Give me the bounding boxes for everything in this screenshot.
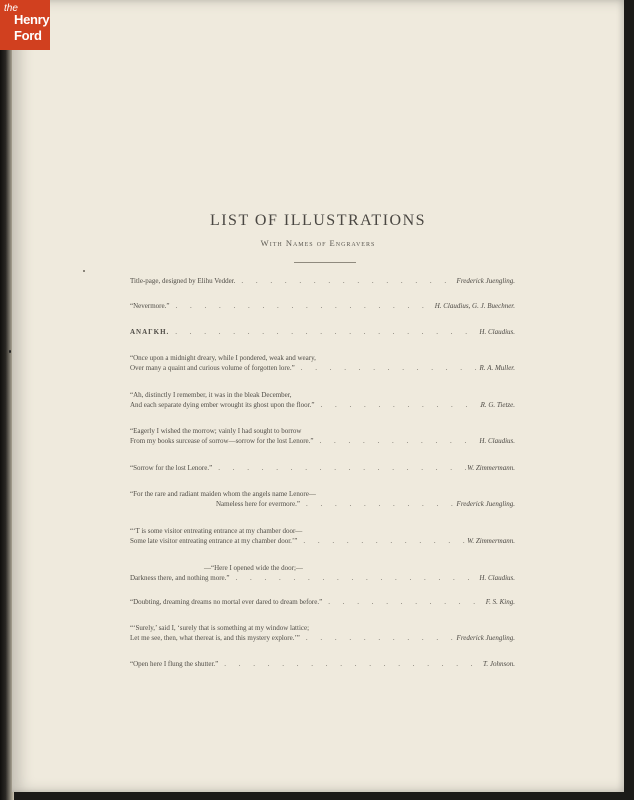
entry-text: “Doubting, dreaming dreams no mortal ever dared to dream before.” xyxy=(130,598,323,606)
engraver-name: W. Zimmermann. xyxy=(467,464,515,472)
engraver-name: H. Claudius. xyxy=(479,574,515,582)
engraver-name: H. Claudius. xyxy=(479,328,515,336)
engraver-name: R. A. Muller. xyxy=(479,364,515,372)
page-speck xyxy=(9,350,11,353)
illustration-entry xyxy=(130,463,515,473)
engraver-name: H. Claudius, G. J. Buechner. xyxy=(434,302,515,310)
illustration-entry xyxy=(130,526,515,546)
illustration-entry xyxy=(130,276,515,286)
leader-dots xyxy=(230,573,480,583)
illustration-entry xyxy=(130,659,515,669)
leader-dots xyxy=(218,659,483,669)
leader-dots xyxy=(169,327,479,337)
illustration-entry xyxy=(130,426,515,446)
entry-text: ANAΓKH. xyxy=(130,328,170,336)
leader-dots xyxy=(169,301,434,311)
entry-text: Darkness there, and nothing more.” xyxy=(130,574,230,582)
leader-dots xyxy=(314,400,480,410)
page-title: LIST OF ILLUSTRATIONS xyxy=(209,212,427,229)
engraver-name: R. G. Tietze. xyxy=(480,401,515,409)
engraver-name: W. Zimmermann. xyxy=(467,537,515,545)
entry-text: “Eagerly I wished the morrow; vainly I had sought to borrow xyxy=(130,427,302,435)
entry-text: “Sorrow for the lost Lenore.” xyxy=(130,464,213,472)
leader-dots xyxy=(295,363,480,373)
entry-text: From my books surcease of sorrow—sorrow for the lost Lenore.” xyxy=(130,437,314,445)
entry-text: Nameless here for evermore.” xyxy=(216,500,300,508)
engraver-name: Frederick Juengling. xyxy=(456,277,515,285)
engraver-name: Frederick Juengling. xyxy=(456,500,515,508)
illustration-entry xyxy=(130,597,515,607)
entry-text: “Ah, distinctly I remember, it was in the bleak December, xyxy=(130,391,292,399)
illustration-entry xyxy=(130,390,515,410)
leader-dots xyxy=(314,436,480,446)
illustration-entry xyxy=(130,327,515,337)
engraver-name: H. Claudius. xyxy=(479,437,515,445)
entry-text: —“Here I opened wide the door;— xyxy=(204,564,303,572)
illustration-entry xyxy=(130,353,515,373)
henry-ford-logo xyxy=(0,0,50,50)
illustration-entry xyxy=(130,489,515,509)
entry-text: “Once upon a midnight dreary, while I pondered, weak and weary, xyxy=(130,354,316,362)
leader-dots xyxy=(322,597,486,607)
title-divider xyxy=(294,262,356,263)
entry-text: “Open here I flung the shutter.” xyxy=(130,660,219,668)
entry-text: “‘T is some visitor entreating entrance at my chamber door— xyxy=(130,527,303,535)
engraver-name: Frederick Juengling. xyxy=(456,634,515,642)
illustration-entry xyxy=(130,301,515,311)
engraver-name: T. Johnson. xyxy=(483,660,515,668)
page-subtitle: With Names of Engravers xyxy=(260,238,376,248)
leader-dots xyxy=(235,276,456,286)
entry-text: “‘Surely,’ said I, ‘surely that is something at my window lattice; xyxy=(130,624,310,632)
leader-dots xyxy=(300,633,457,643)
leader-dots xyxy=(212,463,467,473)
logo-line-1: the xyxy=(4,3,18,14)
entry-text: “Nevermore.” xyxy=(130,302,170,310)
entry-text: And each separate dying ember wrought its ghost upon the floor.” xyxy=(130,401,315,409)
entry-text: “For the rare and radiant maiden whom the angels name Lenore— xyxy=(130,490,316,498)
entry-text: Over many a quaint and curious volume of forgotten lore.” xyxy=(130,364,295,372)
logo-line-3: Ford xyxy=(14,28,42,43)
leader-dots xyxy=(297,536,467,546)
logo-line-2: Henry xyxy=(14,12,50,27)
engraver-name: F. S. King. xyxy=(485,598,515,606)
entry-text: Some late visitor entreating entrance at my chamber door.’” xyxy=(130,537,298,545)
entry-text: Title-page, designed by Elihu Vedder. xyxy=(130,277,236,285)
page-speck xyxy=(83,270,85,272)
illustration-entry xyxy=(130,563,515,583)
leader-dots xyxy=(300,499,457,509)
entry-text: Let me see, then, what thereat is, and this mystery explore.’” xyxy=(130,634,300,642)
illustration-entry xyxy=(130,623,515,643)
